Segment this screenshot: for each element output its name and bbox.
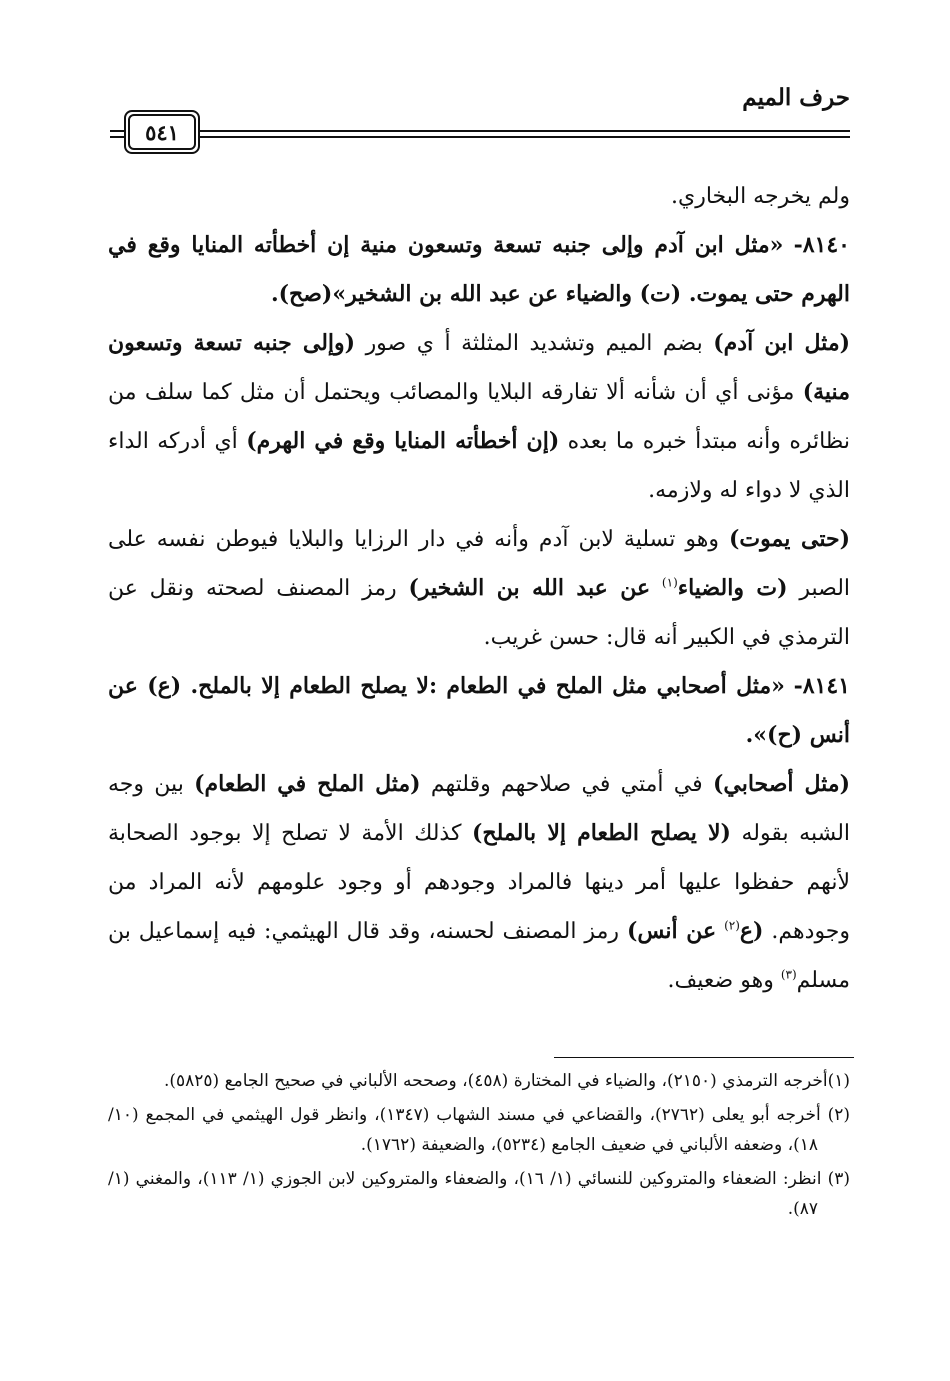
text: بضم الميم وتشديد المثلثة أ ي صور (365, 331, 703, 356)
text: رمز المصنف لحسنه، وقد قال الهيثمي: فيه إسماعيل بن مسلم (108, 919, 850, 993)
quoted-phrase: (ت والضياء (677, 575, 788, 601)
text: ولم يخرجه البخاري. (670, 184, 850, 209)
quoted-phrase: (مثل ابن آدم) (713, 330, 851, 356)
text: وهو تسلية لابن آدم وأنه في دار الرزايا والبلايا فيوطن نفسه على الصبر (108, 527, 851, 601)
main-text (108, 172, 850, 1005)
text: وهو ضعيف. (667, 968, 774, 993)
text: في أمتي في صلاحهم وقلتهم (430, 772, 703, 797)
running-title: حرف الميم (742, 84, 850, 111)
header-rule-left-bottom (110, 136, 124, 138)
hadith-8141 (108, 662, 850, 760)
hadith-number: ٨١٤٠- (793, 232, 850, 258)
quoted-phrase: (ع (739, 918, 764, 944)
footnote-3: (٣) انظر: الضعفاء والمتروكين للنسائي (١/ ١٦)، والضعفاء والمتروكين لابن الجوزي (١/ ١١٣)، والمغني (١/ ٨٧). (108, 1169, 850, 1219)
footnote-ref-2[interactable]: (٢) (724, 918, 740, 933)
quoted-phrase: (مثل أصحابي) (712, 771, 850, 797)
header-rule-left-top (110, 130, 124, 132)
quoted-phrase: (حتى يموت) (729, 526, 850, 552)
quoted-phrase: (وإلى جنبه تسعة وتسعون منية) (108, 330, 850, 405)
footnote-ref-1[interactable]: (١) (661, 575, 678, 590)
commentary-8140-b (108, 515, 850, 662)
footnote-separator (554, 1057, 854, 1058)
hadith-8140 (108, 221, 850, 319)
header-rule-top (200, 130, 850, 132)
quoted-phrase: (مثل الملح في الطعام) (194, 771, 421, 797)
paragraph-1 (108, 172, 850, 221)
page-header (110, 82, 850, 152)
footnote-1: (١)أخرجه الترمذي (٢١٥٠)، والضياء في المختارة (٤٥٨)، وصححه الألباني في صحيح الجامع (٥٨٢٥). (163, 1071, 850, 1091)
page-number: ٥٤١ (145, 119, 179, 145)
hadith-number: ٨١٤١- (793, 673, 850, 699)
text: رمز المصنف لصحته ونقل عن الترمذي في الكبير أنه قال: حسن غريب. (108, 576, 850, 650)
page-number-box (128, 114, 196, 150)
commentary-8141 (108, 760, 850, 1005)
text: مؤنى أي أن شأنه ألا تفارقه البلايا والمصائب ويحتمل أن مثل كما سلف من نظائره وأنه مبتدأ خبره ما بعده (108, 380, 850, 454)
quoted-phrase: (لا يصلح الطعام إلا بالملح) (472, 820, 731, 846)
text: بين وجه الشبه بقوله (108, 772, 851, 846)
text: أي أدركه الداء الذي لا دواء له ولازمه. (108, 429, 850, 503)
footnote-ref-3[interactable]: (٣) (780, 967, 797, 982)
footnote-2: (٢) أخرجه أبو يعلى (٢٧٦٢)، والقضاعي في مسند الشهاب (١٣٤٧)، وانظر قول الهيثمي في المجمع (١٠/ ١٨)، وضعفه الألباني في ضعيف الجامع (٥٢٣٤)، والضعيفة (١٧٦٢). (108, 1105, 850, 1155)
hadith-text: «مثل أصحابي مثل الملح في الطعام :لا يصلح الطعام إلا بالملح. (ع) عن أنس (ح)». (108, 673, 850, 748)
text: كذلك الأمة لا تصلح إلا بوجود الصحابة لأنهم حفظوا عليها أمر دينها فالمراد وجودهم أو وجود علومهم لأنه المراد من وجودهم. (108, 821, 851, 944)
hadith-text: «مثل ابن آدم وإلى جنبه تسعة وتسعون منية إن أخطأته المنايا وقع في الهرم حتى يموت. (ت) والضياء عن عبد الله بن الشخير»(صح). (108, 232, 850, 307)
header-rule-bottom (200, 136, 850, 138)
quoted-phrase: عن عبد الله بن الشخير) (408, 575, 651, 601)
footnotes (108, 1066, 850, 1228)
quoted-phrase: (إن أخطأته المنايا وقع في الهرم) (246, 428, 560, 454)
commentary-8140-a (108, 319, 850, 515)
quoted-phrase: عن أنس) (626, 918, 717, 944)
